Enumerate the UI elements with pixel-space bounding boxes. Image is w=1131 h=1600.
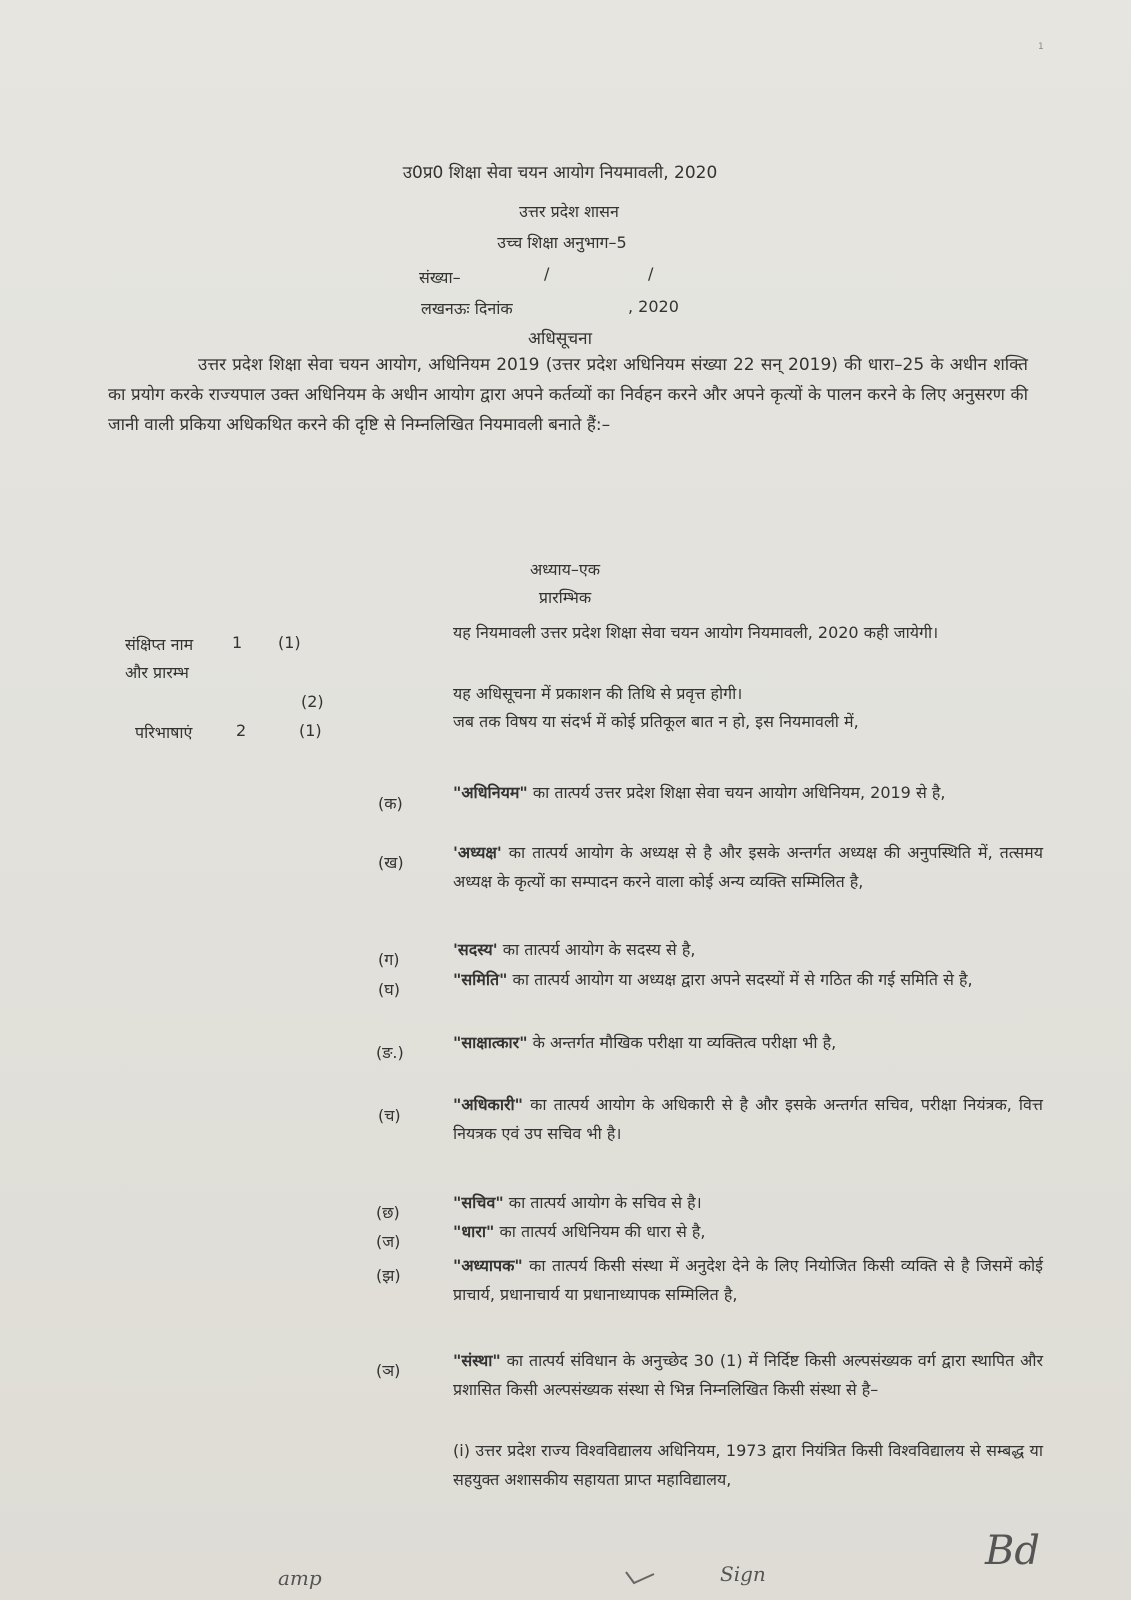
- definition-item: [453, 778, 1043, 807]
- definition-item: [453, 1217, 1043, 1246]
- tick-mark: [624, 1566, 656, 1586]
- preamble-paragraph: उत्तर प्रदेश शिक्षा सेवा चयन आयोग, अधिनियम 2019 (उत्तर प्रदेश अधिनियम संख्या 22 सन् 2019) की धारा–25 के अधीन शक्ति का प्रयोग करके राज्यपाल उक्त अधिनियम के अधीन आयोग द्वारा अपने कर्तव्यों का निर्वहन करने और अपने कृत्यों के पालन करने के लिए अनुसरण की जानी वाली प्रकिया अधिकथित करने की दृष्टि से निम्नलिखित नियमावली बनाते हैं:–: [108, 355, 1028, 435]
- rule1-sub2-text: यह अधिसूचना में प्रकाशन की तिथि से प्रवृत्त होगी।: [453, 684, 743, 703]
- definition-mark: (घ): [378, 980, 400, 999]
- rule2-sub1-text: जब तक विषय या संदर्भ में कोई प्रतिकूल बात न हो, इस नियमावली में,: [453, 712, 859, 731]
- definition-item: [453, 1346, 1043, 1404]
- definition-term: "अध्यापक": [453, 1256, 523, 1275]
- rule2-number: 2: [236, 721, 247, 740]
- signature-left: amp: [278, 1566, 322, 1590]
- signature-right: Bd: [985, 1528, 1040, 1574]
- definition-text: का तात्पर्य अधिनियम की धारा से है,: [494, 1222, 706, 1241]
- definition-text: के अन्तर्गत मौखिक परीक्षा या व्यक्तित्व परीक्षा भी है,: [527, 1033, 837, 1052]
- definition-mark: (ङ.): [376, 1043, 404, 1062]
- definition-mark: (ख): [378, 853, 404, 872]
- number-label: संख्या–: [419, 268, 461, 287]
- rule2-side-heading: परिभाषाएं: [135, 723, 193, 742]
- definition-item: [453, 1188, 1043, 1217]
- institution-subitem: (i) उत्तर प्रदेश राज्य विश्वविद्यालय अधिनियम, 1973 द्वारा नियंत्रित किसी विश्वविद्यालय से सम्बद्ध या सहयुक्त अशासकीय सहायता प्राप्त महाविद्यालय,: [453, 1441, 1043, 1489]
- definition-mark: (ञ): [376, 1361, 401, 1380]
- definition-item: [453, 1028, 1043, 1057]
- definition-text: का तात्पर्य आयोग के सचिव से है।: [503, 1193, 702, 1212]
- rule1-sub1-mark: (1): [278, 633, 301, 652]
- rule1-number: 1: [232, 633, 243, 652]
- definition-text: का तात्पर्य आयोग के अधिकारी से है और इसके अन्तर्गत सचिव, परीक्षा नियंत्रक, वित्त नियत्रक एवं उप सचिव भी है।: [453, 1095, 1043, 1143]
- definition-mark: (झ): [376, 1266, 401, 1285]
- definition-item: [453, 935, 1043, 964]
- definition-mark: (च): [378, 1106, 401, 1125]
- definition-term: 'अध्यक्ष': [453, 843, 502, 862]
- definition-item: [453, 1090, 1043, 1148]
- definition-text: का तात्पर्य उत्तर प्रदेश शिक्षा सेवा चयन आयोग अधिनियम, 2019 से है,: [527, 783, 946, 802]
- definition-text: का तात्पर्य आयोग के सदस्य से है,: [497, 940, 696, 959]
- government-name: उत्तर प्रदेश शासन: [519, 202, 619, 221]
- rules-title: उ0प्र0 शिक्षा सेवा चयन आयोग नियमावली, 2020: [402, 163, 718, 183]
- chapter-heading: अध्याय–एक: [529, 560, 601, 579]
- definition-text: का तात्पर्य आयोग या अध्यक्ष द्वारा अपने सदस्यों में से गठित की गई समिति से है,: [507, 970, 973, 989]
- rule1-sub2-mark: (2): [301, 692, 324, 711]
- definition-mark: (क): [378, 794, 403, 813]
- rule1-sub1-text: यह नियमावली उत्तर प्रदेश शिक्षा सेवा चयन आयोग नियमावली, 2020 कही जायेगी।: [453, 623, 939, 642]
- definition-text: का तात्पर्य संविधान के अनुच्छेद 30 (1) में निर्दिष्ट किसी अल्पसंख्यक वर्ग द्वारा स्थापित और प्रशासित किसी अल्पसंख्यक संस्था से भिन्न निम्नलिखित किसी संस्था से है–: [453, 1351, 1043, 1399]
- number-slash: /: [648, 264, 654, 283]
- definition-mark: (छ): [376, 1203, 400, 1222]
- date-year: , 2020: [628, 297, 679, 316]
- definition-mark: (ज): [376, 1232, 401, 1251]
- definition-term: "अधिकारी": [453, 1095, 523, 1114]
- definition-item: [453, 838, 1043, 896]
- rule1-side-heading: और प्रारम्भ: [125, 663, 189, 682]
- definition-text: का तात्पर्य आयोग के अध्यक्ष से है और इसके अन्तर्गत अध्यक्ष की अनुपस्थिति में, तत्समय अध्यक्ष के कृत्यों का सम्पादन करने वाला कोई अन्य व्यक्ति सम्मिलित है,: [453, 843, 1043, 891]
- date-label: लखनऊः दिनांक: [421, 299, 513, 318]
- definition-item: [453, 965, 1043, 994]
- department-name: उच्च शिक्षा अनुभाग–5: [497, 233, 627, 252]
- page-number: 1: [1038, 42, 1044, 52]
- definition-term: "संस्था": [453, 1351, 501, 1370]
- definition-text: का तात्पर्य किसी संस्था में अनुदेश देने के लिए नियोजित किसी व्यक्ति से है जिसमें कोई प्राचार्य, प्रधानाचार्य या प्रधानाध्यापक सम्मिलित है,: [453, 1256, 1043, 1304]
- signature-middle: Sign: [720, 1562, 766, 1586]
- definition-term: "सचिव": [453, 1193, 504, 1212]
- definition-mark: (ग): [378, 950, 400, 969]
- definition-item: [453, 1251, 1043, 1309]
- chapter-subheading: प्रारम्भिक: [538, 588, 592, 607]
- definition-term: 'सदस्य': [453, 940, 498, 959]
- notification-heading: अधिसूचना: [528, 329, 592, 349]
- definition-term: "धारा": [453, 1222, 495, 1241]
- definition-term: "समिति": [453, 970, 508, 989]
- rule2-sub1-mark: (1): [299, 721, 322, 740]
- definition-term: "साक्षात्कार": [453, 1033, 528, 1052]
- number-slash: /: [544, 264, 550, 283]
- rule1-side-heading: संक्षिप्त नाम: [125, 635, 194, 654]
- definition-term: "अधिनियम": [453, 783, 528, 802]
